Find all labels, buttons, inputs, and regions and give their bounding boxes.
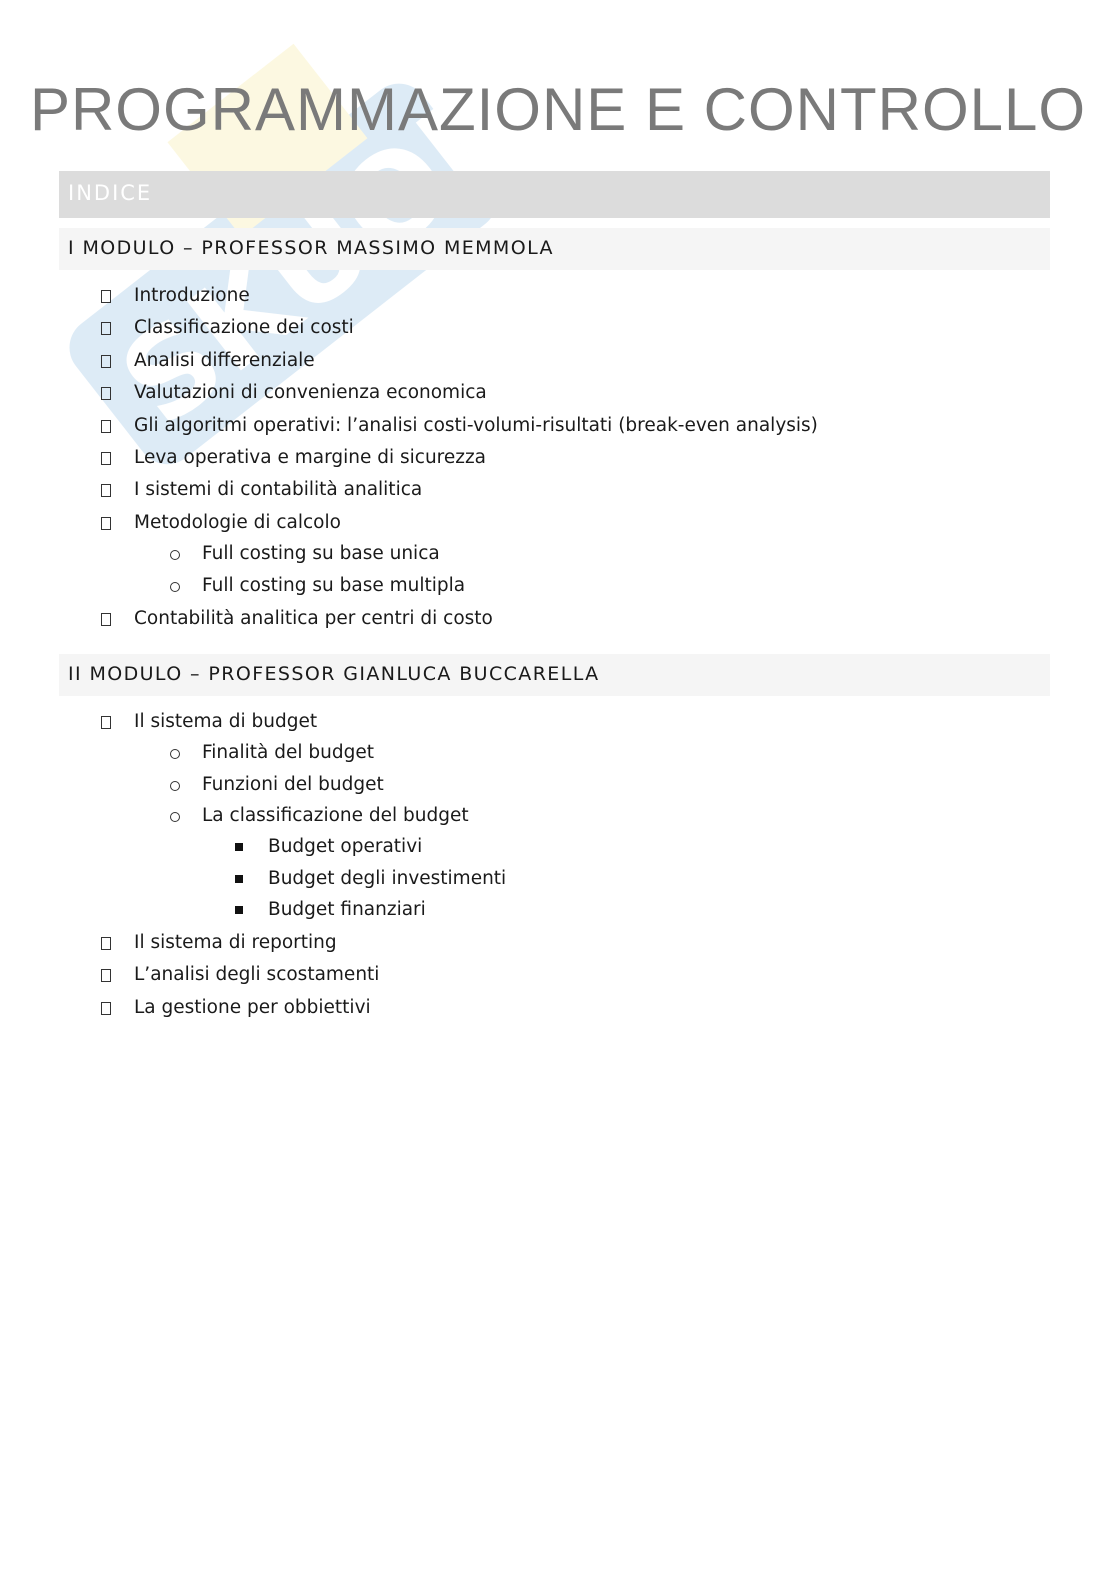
toc-subitem[interactable]	[202, 571, 465, 601]
toc-item-label: Il sistema di reporting	[134, 932, 337, 953]
toc-subitem[interactable]	[202, 738, 374, 768]
toc-subsubitem[interactable]	[268, 832, 422, 862]
toc-item[interactable]	[134, 960, 379, 990]
module-1-heading: I MODULO – PROFESSOR MASSIMO MEMMOLA	[68, 237, 554, 259]
toc-item-label: La classificazione del budget	[202, 805, 469, 826]
toc-item[interactable]	[134, 346, 315, 376]
checkbox-bullet-icon	[101, 322, 111, 335]
toc-item-label: Funzioni del budget	[202, 774, 384, 795]
checkbox-bullet-icon	[101, 420, 111, 433]
toc-item-label: Full costing su base multipla	[202, 575, 466, 596]
module-1-heading-band	[59, 228, 1050, 270]
toc-subsubitem[interactable]	[268, 864, 506, 894]
circle-bullet-icon	[170, 812, 180, 822]
checkbox-bullet-icon	[101, 613, 111, 626]
toc-item[interactable]	[134, 411, 818, 441]
toc-item-label: Leva operativa e margine di sicurezza	[134, 447, 487, 468]
checkbox-bullet-icon	[101, 969, 111, 982]
toc-item[interactable]	[134, 378, 487, 408]
toc-item-label: Valutazioni di convenienza economica	[134, 382, 487, 403]
toc-item-label: Budget operativi	[268, 836, 423, 857]
checkbox-bullet-icon	[101, 452, 111, 465]
toc-item-label: La gestione per obbiettivi	[134, 997, 371, 1018]
checkbox-bullet-icon	[101, 484, 111, 497]
checkbox-bullet-icon	[101, 517, 111, 530]
toc-item-label: Budget degli investimenti	[268, 868, 507, 889]
toc-item-label: Gli algoritmi operativi: l’analisi costi-volumi-risultati (break-even analysis)	[134, 415, 818, 436]
toc-item[interactable]	[134, 993, 371, 1023]
toc-item-label: Contabilità analitica per centri di costo	[134, 608, 493, 629]
toc-item-label: Finalità del budget	[202, 742, 374, 763]
index-heading: INDICE	[68, 181, 153, 205]
toc-item-label: Metodologie di calcolo	[134, 512, 341, 533]
toc-item[interactable]	[134, 508, 341, 538]
document-title: PROGRAMMAZIONE E CONTROLLO	[29, 76, 1087, 143]
toc-item-label: Classificazione dei costi	[134, 317, 354, 338]
toc-item[interactable]	[134, 604, 493, 634]
checkbox-bullet-icon	[101, 1002, 111, 1015]
toc-item-label: Introduzione	[134, 285, 250, 306]
toc-subitem[interactable]	[202, 770, 384, 800]
circle-bullet-icon	[170, 781, 180, 791]
circle-bullet-icon	[170, 749, 180, 759]
module-2-heading: II MODULO – PROFESSOR GIANLUCA BUCCARELLA	[68, 663, 600, 685]
toc-item[interactable]	[134, 281, 250, 311]
checkbox-bullet-icon	[101, 387, 111, 400]
square-bullet-icon	[235, 875, 243, 883]
toc-subitem[interactable]	[202, 539, 440, 569]
toc-item-label: I sistemi di contabilità analitica	[134, 479, 423, 500]
module-2-heading-band	[59, 654, 1050, 696]
checkbox-bullet-icon	[101, 937, 111, 950]
toc-item[interactable]	[134, 707, 317, 737]
toc-subitem[interactable]	[202, 801, 469, 831]
circle-bullet-icon	[170, 550, 180, 560]
checkbox-bullet-icon	[101, 290, 111, 303]
toc-item[interactable]	[134, 928, 337, 958]
toc-item[interactable]	[134, 313, 354, 343]
square-bullet-icon	[235, 843, 243, 851]
square-bullet-icon	[235, 906, 243, 914]
toc-item-label: Full costing su base unica	[202, 543, 440, 564]
toc-item[interactable]	[134, 475, 422, 505]
circle-bullet-icon	[170, 582, 180, 592]
toc-item-label: L’analisi degli scostamenti	[134, 964, 380, 985]
toc-subsubitem[interactable]	[268, 895, 426, 925]
toc-item-label: Budget finanziari	[268, 899, 426, 920]
checkbox-bullet-icon	[101, 716, 111, 729]
toc-item-label: Analisi differenziale	[134, 350, 315, 371]
toc-item-label: Il sistema di budget	[134, 711, 318, 732]
checkbox-bullet-icon	[101, 355, 111, 368]
toc-item[interactable]	[134, 443, 486, 473]
index-heading-band	[59, 171, 1050, 218]
